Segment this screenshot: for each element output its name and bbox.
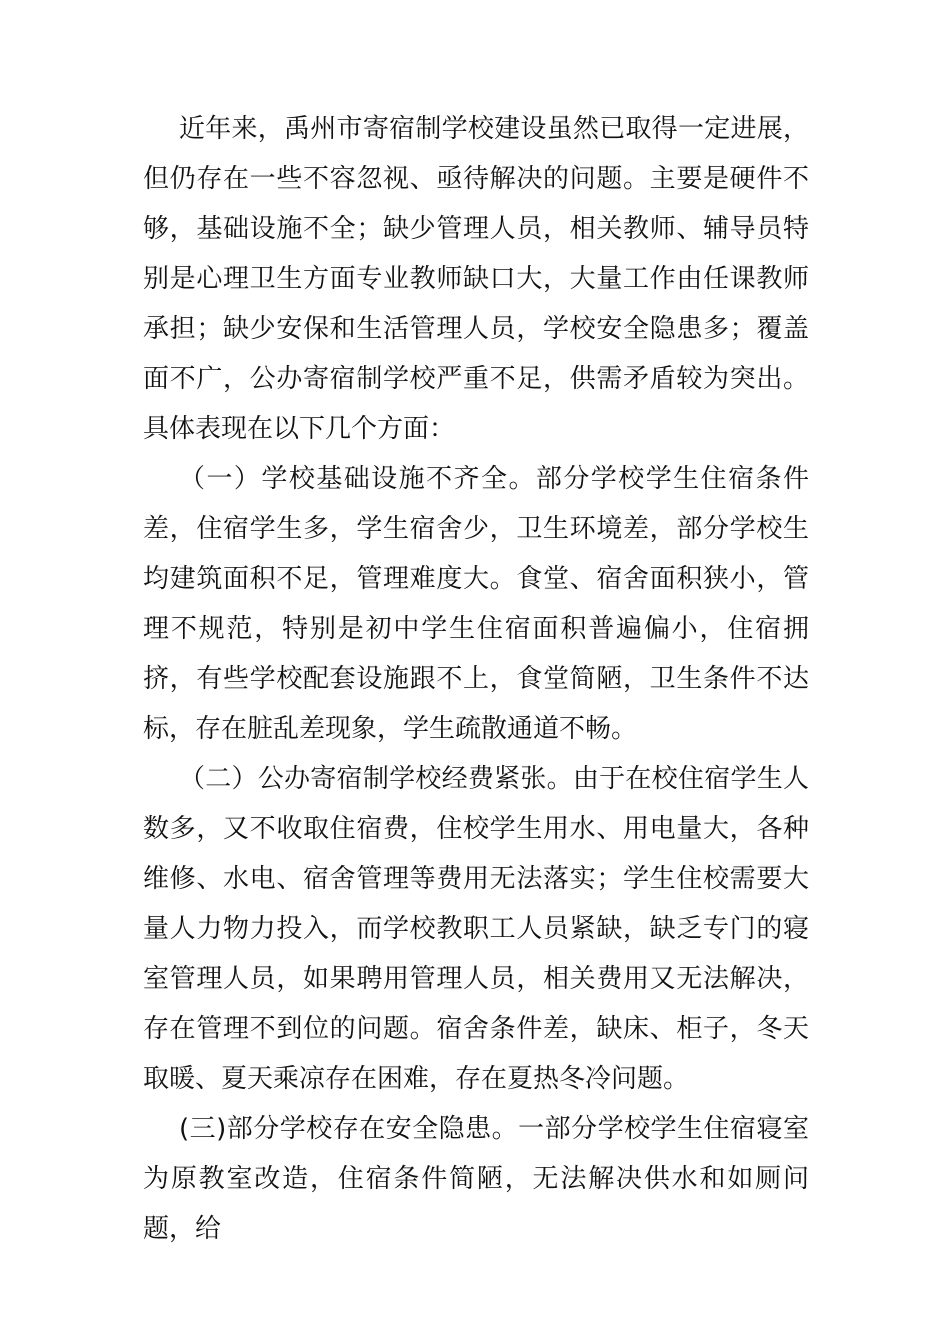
document-body	[143, 104, 809, 1254]
paragraph-section-1: （一）学校基础设施不齐全。部分学校学生住宿条件差，住宿学生多，学生宿舍少，卫生环境差，部分学校生均建筑面积不足，管理难度大。食堂、宿舍面积狭小，管理不规范，特别是初中学生住宿面积普遍偏小，住宿拥挤，有些学校配套设施跟不上，食堂简陋，卫生条件不达标，存在脏乱差现象，学生疏散通道不畅。	[143, 464, 809, 744]
paragraph-section-3: (三)部分学校存在安全隐患。一部分学校学生住宿寝室为原教室改造，住宿条件简陋，无法解决供水和如厕问题，给	[143, 1114, 809, 1244]
paragraph-section-2: （二）公办寄宿制学校经费紧张。由于在校住宿学生人数多，又不收取住宿费，住校学生用水、用电量大，各种维修、水电、宿舍管理等费用无法落实；学生住校需要大量人力物力投入，而学校教职工人员紧缺，缺乏专门的寝室管理人员，如果聘用管理人员，相关费用又无法解决，存在管理不到位的问题。宿舍条件差，缺床、柜子，冬天取暖、夏天乘凉存在困难，存在夏热冬冷问题。	[143, 764, 809, 1094]
paragraph-intro: 近年来，禹州市寄宿制学校建设虽然已取得一定进展，但仍存在一些不容忽视、亟待解决的问题。主要是硬件不够，基础设施不全；缺少管理人员，相关教师、辅导员特别是心理卫生方面专业教师缺口大，大量工作由任课教师承担；缺少安保和生活管理人员，学校安全隐患多；覆盖面不广，公办寄宿制学校严重不足，供需矛盾较为突出。具体表现在以下几个方面：	[143, 114, 809, 444]
